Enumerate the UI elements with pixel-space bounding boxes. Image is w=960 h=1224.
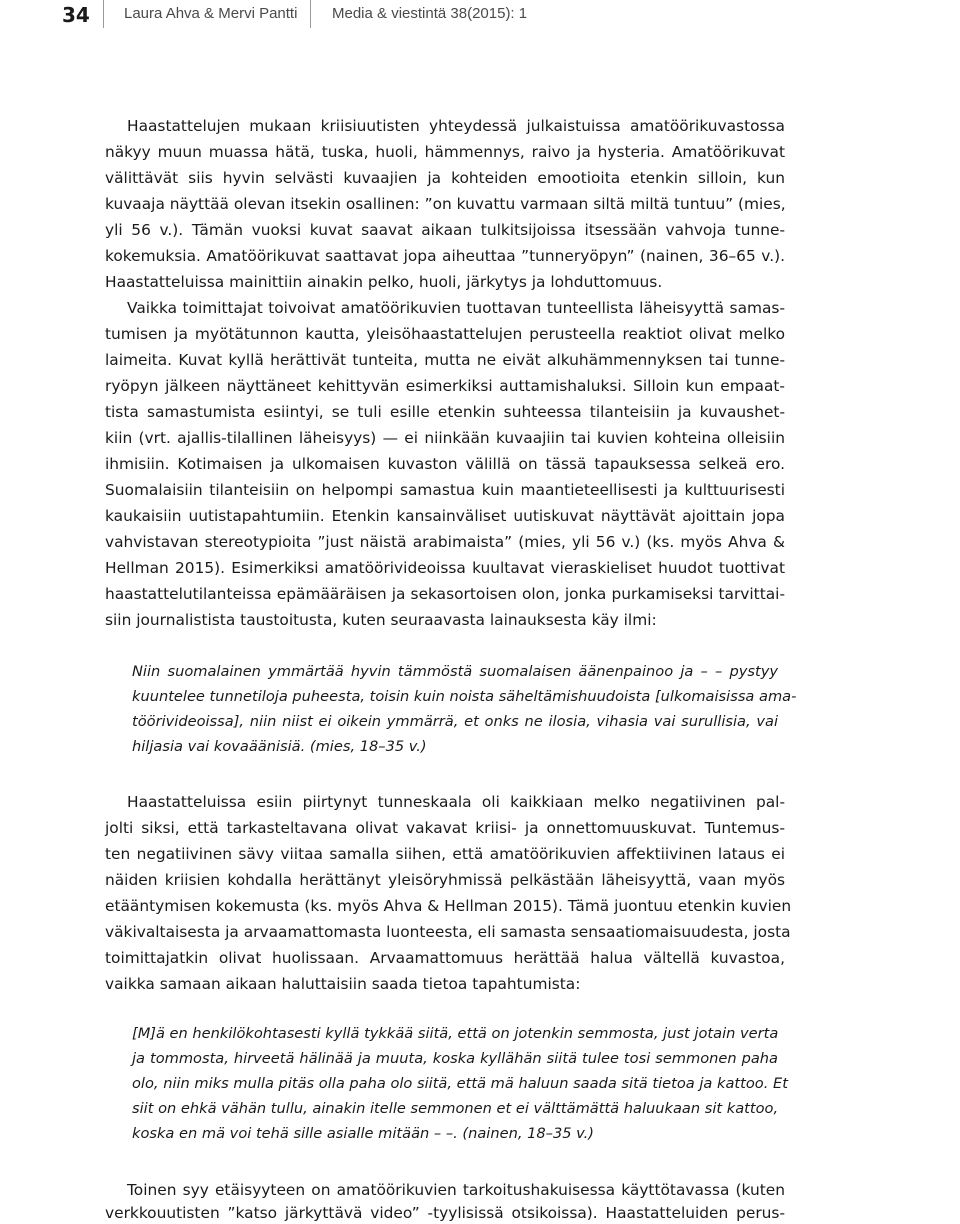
text-line: ihmisiin. Kotimaisen ja ulkomaisen kuvaston välillä on tässä tapauksessa selkeä ero. [105,455,785,473]
text-line: Haastatteluissa esiin piirtynyt tunneskaala oli kaikkiaan melko negatiivinen pal- [127,793,785,811]
quote-line: ja tommosta, hirveetä hälinää ja muuta, koska kyllähän siitä tulee tosi semmonen paha [132,1050,778,1067]
text-line: yli 56 v.). Tämän vuoksi kuvat saavat aikaan tulkitsijoissa itsessään vahvoja tunne- [105,221,785,239]
running-header [0,0,960,30]
header-authors: Laura Ahva & Mervi Pantti [124,5,298,22]
text-line: tumisen ja myötätunnon kautta, yleisöhaastattelujen perusteella reaktiot olivat melko [105,325,785,343]
quote-line: koska en mä voi tehä sille asialle mitään – –. (nainen, 18–35 v.) [132,1125,594,1142]
quote-line: töörivideoissa], niin niist ei oikein ymmärrä, et onks ne ilosia, vihasia vai surullisia, vai [132,713,778,730]
text-line: Hellman 2015). Esimerkiksi amatöörivideoissa kuultavat vieraskieliset huudot tuottivat [105,559,785,577]
text-line: tista samastumista esiintyi, se tuli esille etenkin suhteessa tilanteisiin ja kuvaushet- [105,403,785,421]
text-line: verkkouutisten ”katso järkyttävä video” -tyylisissä otsikoissa). Haastatteluiden perus- [105,1204,785,1222]
text-line: ten negatiivinen sävy viitaa samalla siihen, että amatöörikuvien affektiivinen lataus ei [105,845,785,863]
header-divider [103,0,104,28]
quote-line: [M]ä en henkilökohtasesti kyllä tykkää siitä, että on jotenkin semmosta, just jotain verta [132,1025,779,1042]
text-line: näiden kriisien kohdalla herättänyt yleisöryhmissä pelkästään läheisyyttä, vaan myös [105,871,785,889]
text-line: kaukaisiin uutistapahtumiin. Etenkin kansainväliset uutiskuvat näyttävät ajoittain jopa [105,507,785,525]
quote-line: kuuntelee tunnetiloja puheesta, toisin kuin noista säheltämishuudoista [ulkomaisissa ama- [132,688,797,705]
text-line: ryöpyn jälkeen näyttäneet kehittyvän esimerkiksi auttamishaluksi. Silloin kun empaat- [105,377,785,395]
text-line: toimittajatkin olivat huolissaan. Arvaamattomuus herättää halua vältellä kuvastoa, [105,949,785,967]
text-line: kiin (vrt. ajallis-tilallinen läheisyys) — ei niinkään kuvaajiin tai kuvien kohteina olleisiin [105,429,785,447]
text-line: Vaikka toimittajat toivoivat amatöörikuvien tuottavan tunteellista läheisyyttä samas- [127,299,785,317]
header-journal: Media & viestintä 38(2015): 1 [332,5,528,22]
header-divider [310,0,311,28]
text-line: kokemuksia. Amatöörikuvat saattavat jopa aiheuttaa ”tunneryöpyn” (nainen, 36–65 v.). [105,247,785,265]
text-line: vaikka samaan aikaan haluttaisiin saada tietoa tapahtumista: [105,975,581,993]
quote-line: olo, niin miks mulla pitäs olla paha olo siitä, että mä haluun saada sitä tietoa ja kattoo. Et [132,1075,788,1092]
text-line: Toinen syy etäisyyteen on amatöörikuvien tarkoitushakuisessa käyttötavassa (kuten [127,1181,785,1199]
text-line: vahvistavan stereotypioita ”just näistä arabimaista” (mies, yli 56 v.) (ks. myös Ahva & [105,533,785,551]
text-line: välittävät siis hyvin selvästi kuvaajien ja kohteiden emootioita etenkin silloin, kun [105,169,785,187]
page-number: 34 [62,3,90,27]
quote-line: Niin suomalainen ymmärtää hyvin tämmöstä suomalaisen äänenpainoo ja – – pystyy [132,663,778,680]
quote-line: siit on ehkä vähän tullu, ainakin itelle semmonen et ei välttämättä haluukaan sit kattoo, [132,1100,779,1117]
text-line: Haastatteluissa mainittiin ainakin pelko, huoli, järkytys ja lohduttomuus. [105,273,663,291]
text-line: kuvaaja näyttää olevan itsekin osallinen: ”on kuvattu varmaan siltä miltä tuntuu” (mies, [105,195,786,213]
text-line: Haastattelujen mukaan kriisiuutisten yhteydessä julkaistuissa amatöörikuvastossa [127,117,785,135]
text-line: jolti siksi, että tarkasteltavana olivat vakavat kriisi- ja onnettomuuskuvat. Tuntemus- [105,819,785,837]
text-line: laimeita. Kuvat kyllä herättivät tunteita, mutta ne eivät alkuhämmennyksen tai tunne- [105,351,785,369]
text-line: väkivaltaisesta ja arvaamattomasta luonteesta, eli samasta sensaatiomaisuudesta, josta [105,923,791,941]
text-line: haastattelutilanteissa epämääräisen ja sekasortoisen olon, jonka purkamiseksi tarvittai- [105,585,785,603]
quote-line: hiljasia vai kovaäänisiä. (mies, 18–35 v.) [132,738,427,755]
text-line: siin journalistista taustoitusta, kuten seuraavasta lainauksesta käy ilmi: [105,611,657,629]
text-line: Suomalaisiin tilanteisiin on helpompi samastua kuin maantieteellisesti ja kulttuurisesti [105,481,785,499]
text-line: näkyy muun muassa hätä, tuska, huoli, hämmennys, raivo ja hysteria. Amatöörikuvat [105,143,785,161]
text-line: etääntymisen kokemusta (ks. myös Ahva & Hellman 2015). Tämä juontuu etenkin kuvien [105,897,792,915]
